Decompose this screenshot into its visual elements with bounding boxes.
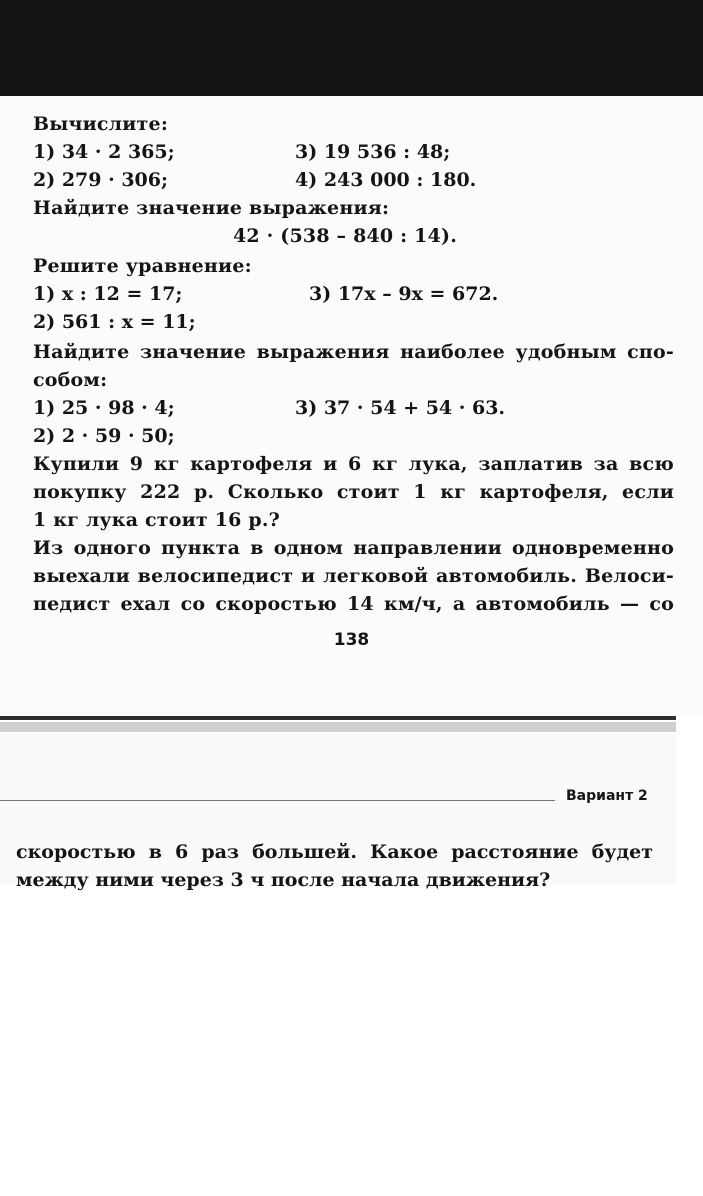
continuation-line2: между ними через 3 ч после начала движения? xyxy=(16,869,551,891)
task1-item4: 4) 243 000 : 180. xyxy=(295,169,477,191)
task1-row1 xyxy=(33,138,673,166)
task2-expression: 42 · (538 – 840 : 14). xyxy=(233,225,458,247)
task5-line3: 1 кг лука стоит 16 р.? xyxy=(33,509,281,531)
task3-row2 xyxy=(33,308,673,336)
task1-item1: 1) 34 · 2 365; xyxy=(33,141,175,163)
task3-row1 xyxy=(33,280,673,308)
task3-item3: 3) 17x – 9x = 672. xyxy=(309,283,499,305)
page-number: 138 xyxy=(333,630,370,650)
continuation-line1: скоростью в 6 раз большей. Какое расстояние будет xyxy=(16,841,653,863)
header-rule xyxy=(0,800,555,801)
task4-row2 xyxy=(33,422,673,450)
task1-item2: 2) 279 · 306; xyxy=(33,169,169,191)
page-separator-dark xyxy=(0,716,676,720)
page-separator-light xyxy=(0,722,676,732)
task5-line1: Купили 9 кг картофеля и 6 кг лука, заплатив за всю xyxy=(33,453,674,475)
top-black-bar xyxy=(0,0,703,96)
task2-title: Найдите значение выражения: xyxy=(33,197,390,219)
task6-line2: выехали велосипедист и легковой автомобиль. Велоси- xyxy=(33,565,674,587)
task5-line2: покупку 222 р. Сколько стоит 1 кг картофеля, если xyxy=(33,481,674,503)
variant-label: Вариант 2 xyxy=(566,788,648,804)
task1-title: Вычислите: xyxy=(33,113,169,135)
task4-item3: 3) 37 · 54 + 54 · 63. xyxy=(295,397,506,419)
task1-row2 xyxy=(33,166,673,194)
task4-row1 xyxy=(33,394,673,422)
task1-item3: 3) 19 536 : 48; xyxy=(295,141,451,163)
task3-item1: 1) x : 12 = 17; xyxy=(33,283,183,305)
task4-title-line1: Найдите значение выражения наиболее удобным спо- xyxy=(33,341,674,363)
task4-item2: 2) 2 · 59 · 50; xyxy=(33,425,175,447)
task6-line3: педист ехал со скоростью 14 км/ч, а автомобиль — со xyxy=(33,593,674,615)
task4-title-line2: собом: xyxy=(33,369,108,391)
task3-item2: 2) 561 : x = 11; xyxy=(33,311,196,333)
task4-item1: 1) 25 · 98 · 4; xyxy=(33,397,175,419)
task6-line1: Из одного пункта в одном направлении одновременно xyxy=(33,537,674,559)
task3-title: Решите уравнение: xyxy=(33,255,252,277)
